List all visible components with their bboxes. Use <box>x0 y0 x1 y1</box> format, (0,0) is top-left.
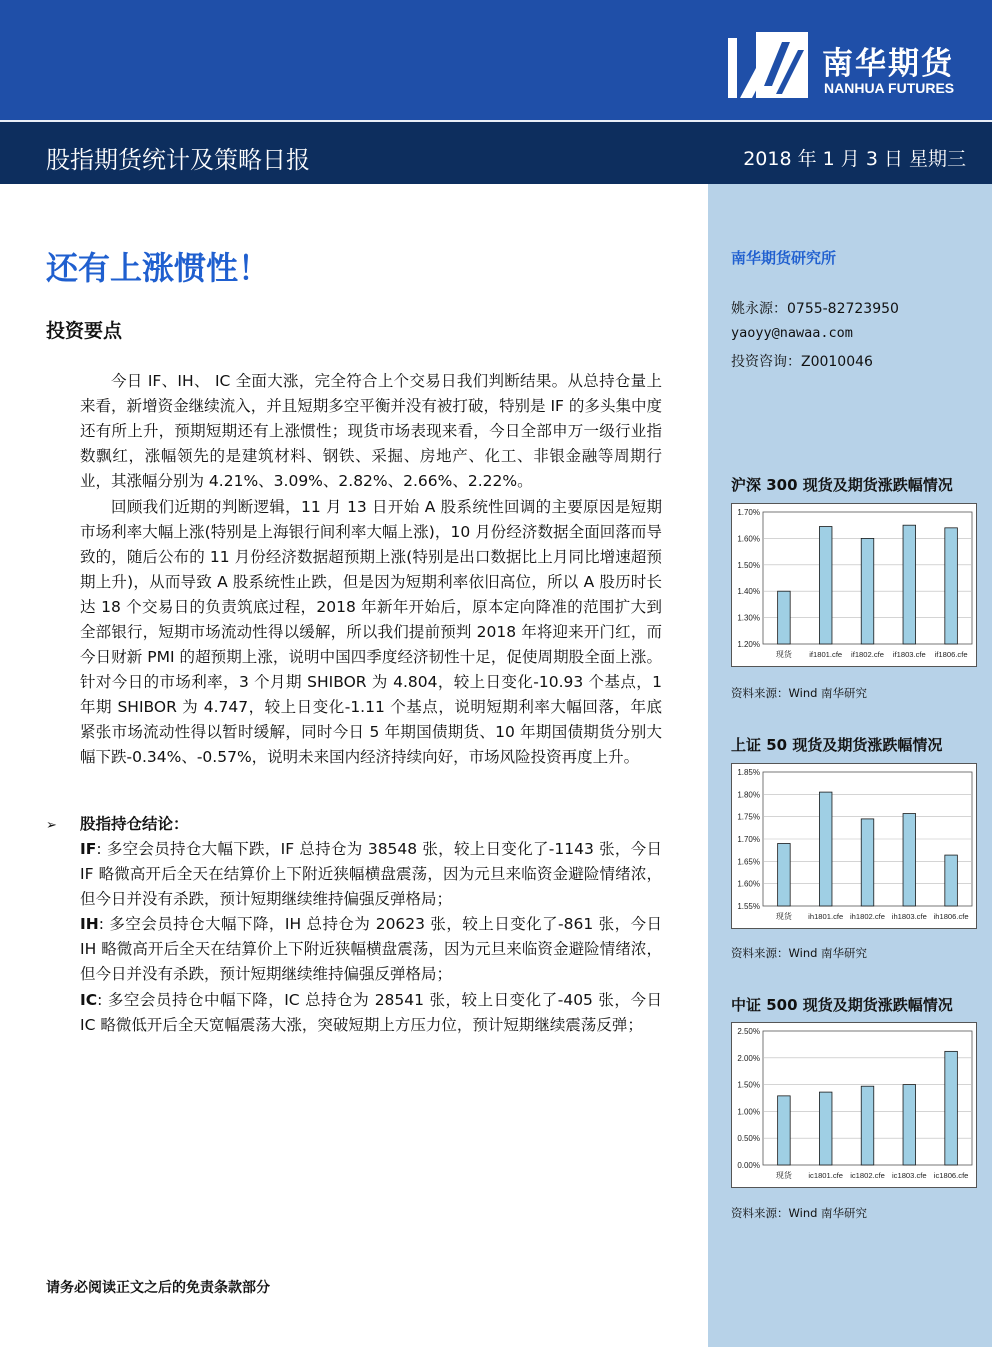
x-tick-label: ic1806.cfe <box>933 1171 969 1180</box>
y-tick-label: 1.80% <box>737 790 760 800</box>
y-tick-label: 1.75% <box>737 812 760 822</box>
if-conclusion <box>80 837 662 912</box>
chart-hs300 <box>731 503 977 667</box>
chart-source-hs300: 资料来源：Wind 南华研究 <box>731 686 868 700</box>
ic-text: : 多空会员持仓中幅下降，IC 总持仓为 28541 张，较上日变化了-405 张，今日 IC 略微低开后全天宽幅震荡大涨，突破短期上方压力位，预计短期继续震荡反弹； <box>80 991 662 1034</box>
x-tick-label: ih1803.cfe <box>891 912 927 921</box>
y-tick-label: 0.50% <box>737 1134 760 1144</box>
paragraph-2 <box>80 495 662 770</box>
y-tick-label: 2.00% <box>737 1053 760 1063</box>
y-tick-label: 1.65% <box>737 857 760 867</box>
bar-现货 <box>778 591 791 644</box>
y-tick-label: 1.60% <box>737 534 760 544</box>
y-tick-label: 2.50% <box>737 1027 760 1036</box>
bar-ic1801.cfe <box>819 1092 832 1165</box>
bar-if1801.cfe <box>819 527 832 644</box>
y-tick-label: 1.00% <box>737 1107 760 1117</box>
bar-ic1803.cfe <box>903 1085 916 1165</box>
x-tick-label: 现货 <box>775 912 792 921</box>
analyst-email: yaoyy@nawaa.com <box>731 325 853 341</box>
y-tick-label: 1.40% <box>737 587 760 597</box>
bar-ih1802.cfe <box>861 819 874 906</box>
nanhua-logo-icon <box>726 28 812 102</box>
arrow-bullet-icon: ➢ <box>46 818 57 833</box>
section-title: 投资要点 <box>46 320 123 342</box>
y-tick-label: 1.50% <box>737 1080 760 1090</box>
bar-ih1801.cfe <box>819 792 832 906</box>
x-tick-label: ic1802.cfe <box>850 1171 885 1180</box>
x-tick-label: if1806.cfe <box>934 650 968 659</box>
x-tick-label: 现货 <box>775 1171 792 1180</box>
ih-label: IH <box>80 915 99 933</box>
x-tick-label: ih1802.cfe <box>849 912 886 921</box>
report-title: 股指期货统计及策略日报 <box>46 146 310 174</box>
x-tick-label: ih1806.cfe <box>933 912 969 921</box>
report-header-bar <box>0 120 992 184</box>
bar-ih1803.cfe <box>903 814 916 906</box>
if-label: IF <box>80 840 97 858</box>
position-conclusion-heading <box>46 812 189 834</box>
report-date: 2018 年 1 月 3 日 星期三 <box>743 148 966 170</box>
chart-hs300-svg <box>732 504 976 666</box>
chart-title-sz50: 上证 50 现货及期货涨跌幅情况 <box>731 736 943 754</box>
bar-if1806.cfe <box>945 528 958 644</box>
y-tick-label: 1.85% <box>737 768 760 777</box>
y-tick-label: 1.55% <box>737 902 760 911</box>
y-tick-label: 1.30% <box>737 613 760 623</box>
x-tick-label: 现货 <box>775 650 792 659</box>
y-tick-label: 1.20% <box>737 640 760 649</box>
y-tick-label: 0.00% <box>737 1161 760 1170</box>
x-tick-label: if1802.cfe <box>851 650 884 659</box>
brand-name-en: NANHUA FUTURES <box>824 80 955 96</box>
chart-zz500-svg <box>732 1023 976 1187</box>
bar-现货 <box>778 1096 791 1165</box>
y-tick-label: 1.70% <box>737 835 760 844</box>
chart-title-hs300: 沪深 300 现货及期货涨跌幅情况 <box>731 476 953 494</box>
main-title: 还有上涨惯性！ <box>46 249 271 287</box>
brand-name-cn: 南华期货 <box>822 46 954 82</box>
x-tick-label: if1801.cfe <box>809 650 843 659</box>
ih-text: : 多空会员持仓大幅下降，IH 总持仓为 20623 张，较上日变化了-861 张，今日 IH 略微高开后全天在结算价上下附近狭幅横盘震荡，因为元旦来临资金避险情绪浓，但今日并没有杀跌，预计短期继续维持偏强反弹格局； <box>80 915 662 983</box>
chart-source-sz50: 资料来源：Wind 南华研究 <box>731 946 868 960</box>
bar-if1803.cfe <box>903 525 916 644</box>
ic-conclusion <box>80 988 662 1038</box>
x-tick-label: ic1803.cfe <box>891 1171 927 1180</box>
analyst-license: 投资咨询：Z0010046 <box>731 354 873 370</box>
bar-ic1802.cfe <box>861 1086 874 1165</box>
x-tick-label: ih1801.cfe <box>808 912 844 921</box>
bar-ih1806.cfe <box>945 855 958 906</box>
if-text: : 多空会员持仓大幅下跌，IF 总持仓为 38548 张，较上日变化了-1143 张，今日 IF 略微高开后全天在结算价上下附近狭幅横盘震荡，因为元旦来临资金避险情绪浓，但今日并没有杀跌，预计短期继续维持偏强反弹格局； <box>80 840 662 908</box>
bar-ic1806.cfe <box>945 1051 958 1165</box>
y-tick-label: 1.50% <box>737 560 760 570</box>
chart-sz50 <box>731 763 977 929</box>
paragraph-1-text: 今日 IF、IH、 IC 全面大涨，完全符合上个交易日我们判断结果。从总持仓量上来看，新增资金继续流入，并且短期多空平衡并没有被打破，特别是 IF 的多头集中度还有所上升，预期短期还有上涨惯性；现货市场表现来看，今日全部申万一级行业指数飘红，涨幅领先的是建筑材料、钢铁、采掘、房地产、化工、非银金融等周期行业，其涨幅分别为 4.21%、3.09%、2.82%、2.66%、2.22%。 <box>80 372 662 490</box>
chart-source-zz500: 资料来源：Wind 南华研究 <box>731 1206 868 1220</box>
x-tick-label: ic1801.cfe <box>808 1171 844 1180</box>
position-conclusion-title: 股指持仓结论： <box>80 815 189 833</box>
top-banner <box>0 0 992 120</box>
chart-zz500 <box>731 1022 977 1188</box>
ic-label: IC <box>80 991 98 1009</box>
paragraph-2-text: 回顾我们近期的判断逻辑，11 月 13 日开始 A 股系统性回调的主要原因是短期市场利率大幅上涨(特别是上海银行间利率大幅上涨)，10 月份经济数据全面回落而导致的，随后公布的 11 月份经济数据超预期上涨(特别是出口数据比上月同比增速超预期上升)，从而导致 A 股系统性止跌，但是因为短期利率依旧高位，所以 A 股历时长达 18 个交易日的负责筑底过程，2018 年新年开始后，原本定向降准的范围扩大到全部银行，短期市场流动性得以缓解，所以我们提前预判 2018 年将迎来开门红，而今日财新 PMI 的超预期上涨，说明中国四季度经济韧性十足，促使周期股全面上涨。针对今日的市场利率，3 个月期 SHIBOR 为 4.804，较上日变化-10.93 个基点，1 年期 SHIBOR 为 4.747，较上日变化-1.11 个基点，说明短期利率大幅回落，年底紧张市场流动性得以暂时缓解，同时今日 5 年期国债期货、10 年期国债期货分别大幅下跌-0.34%、-0.57%，说明未来国内经济持续向好，市场风险投资再度上升。 <box>80 498 662 766</box>
x-tick-label: if1803.cfe <box>892 650 926 659</box>
analyst-contact: 姚永源：0755-82723950 <box>731 301 899 317</box>
y-tick-label: 1.70% <box>737 508 760 517</box>
bar-if1802.cfe <box>861 538 874 644</box>
bar-现货 <box>778 843 791 906</box>
paragraph-1 <box>80 369 662 494</box>
chart-title-zz500: 中证 500 现货及期货涨跌幅情况 <box>731 996 953 1014</box>
y-tick-label: 1.60% <box>737 879 760 889</box>
chart-sz50-svg <box>732 764 976 928</box>
disclaimer-note: 请务必阅读正文之后的免责条款部分 <box>46 1280 270 1296</box>
ih-conclusion <box>80 912 662 987</box>
institute-name: 南华期货研究所 <box>731 249 837 267</box>
